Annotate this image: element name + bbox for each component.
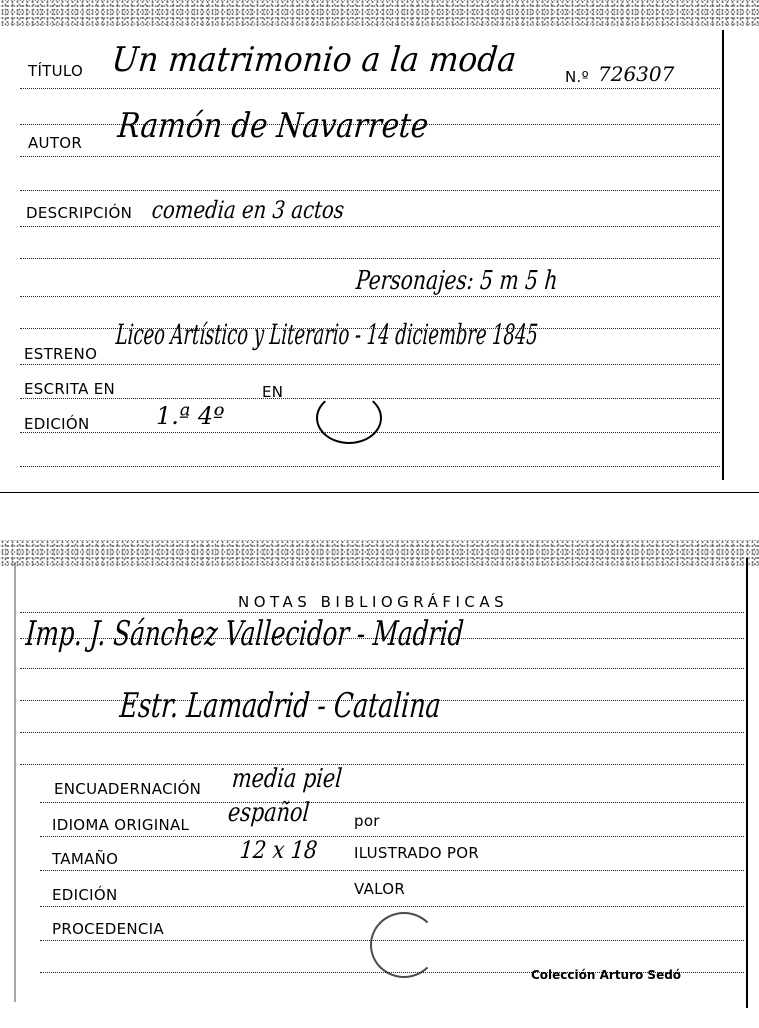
label-valor: VALOR	[354, 880, 406, 898]
value-autor: Ramón de Navarrete	[116, 106, 430, 146]
value-estreno: Liceo Artístico y Literario - 14 diciembre 1845	[114, 318, 540, 351]
label-numero: N.º	[565, 68, 589, 86]
catalog-card-front	[0, 0, 759, 495]
rule-line	[40, 906, 744, 907]
label-edicion-back: EDICIÓN	[52, 886, 118, 904]
value-encuadernacion: media piel	[230, 764, 344, 794]
rule-line	[20, 764, 744, 765]
card-right-border	[722, 30, 724, 480]
note-line-1: Imp. J. Sánchez Vallecidor - Madrid	[24, 614, 466, 654]
label-tamano: TAMAÑO	[52, 850, 119, 868]
value-idioma-original: español	[226, 798, 311, 828]
notes-heading: NOTAS BIBLIOGRÁFICAS	[238, 593, 509, 611]
rule-line	[20, 732, 744, 733]
label-autor: AUTOR	[28, 134, 83, 152]
label-en: EN	[262, 383, 284, 401]
label-ilustrado-por: ILUSTRADO POR	[354, 844, 480, 862]
card-right-border	[746, 558, 748, 1008]
rule-line	[20, 226, 720, 227]
label-escrita-en: ESCRITA EN	[24, 380, 116, 398]
rule-line	[20, 612, 744, 613]
rule-line	[20, 668, 744, 669]
rule-line	[20, 88, 720, 89]
rule-line	[20, 364, 720, 365]
card-separator	[0, 492, 759, 493]
label-edicion: EDICIÓN	[24, 415, 90, 433]
label-encuadernacion: ENCUADERNACIÓN	[54, 780, 202, 798]
round-stamp	[316, 392, 382, 444]
label-estreno: ESTRENO	[24, 345, 98, 363]
rule-line	[20, 466, 720, 467]
rule-line	[40, 802, 744, 803]
label-titulo: TÍTULO	[28, 62, 84, 80]
rule-line	[20, 156, 720, 157]
catalog-card-back	[0, 540, 759, 1028]
label-idioma-original: IDIOMA ORIGINAL	[52, 816, 190, 834]
rule-line	[40, 870, 744, 871]
value-numero: 726307	[598, 62, 675, 86]
rule-line	[20, 296, 720, 297]
rule-line	[20, 190, 720, 191]
value-tamano: 12 x 18	[238, 836, 319, 864]
note-line-2: Estr. Lamadrid - Catalina	[118, 686, 443, 726]
label-descripcion: DESCRIPCIÓN	[26, 204, 133, 222]
label-por: por	[354, 812, 380, 830]
label-procedencia: PROCEDENCIA	[52, 920, 164, 938]
collection-credit: Colección Arturo Sedó	[531, 968, 682, 982]
rule-line	[40, 836, 744, 837]
card-top-edge	[0, 0, 759, 26]
value-edicion: 1.ª 4º	[156, 402, 225, 430]
value-descripcion: comedia en 3 actos	[150, 196, 346, 224]
rule-line	[20, 258, 720, 259]
card-top-edge	[0, 540, 759, 566]
card-left-border	[14, 562, 16, 1002]
value-personajes: Personajes: 5 m 5 h	[354, 266, 559, 296]
value-titulo: Un matrimonio a la moda	[110, 40, 519, 80]
round-stamp	[370, 912, 438, 978]
